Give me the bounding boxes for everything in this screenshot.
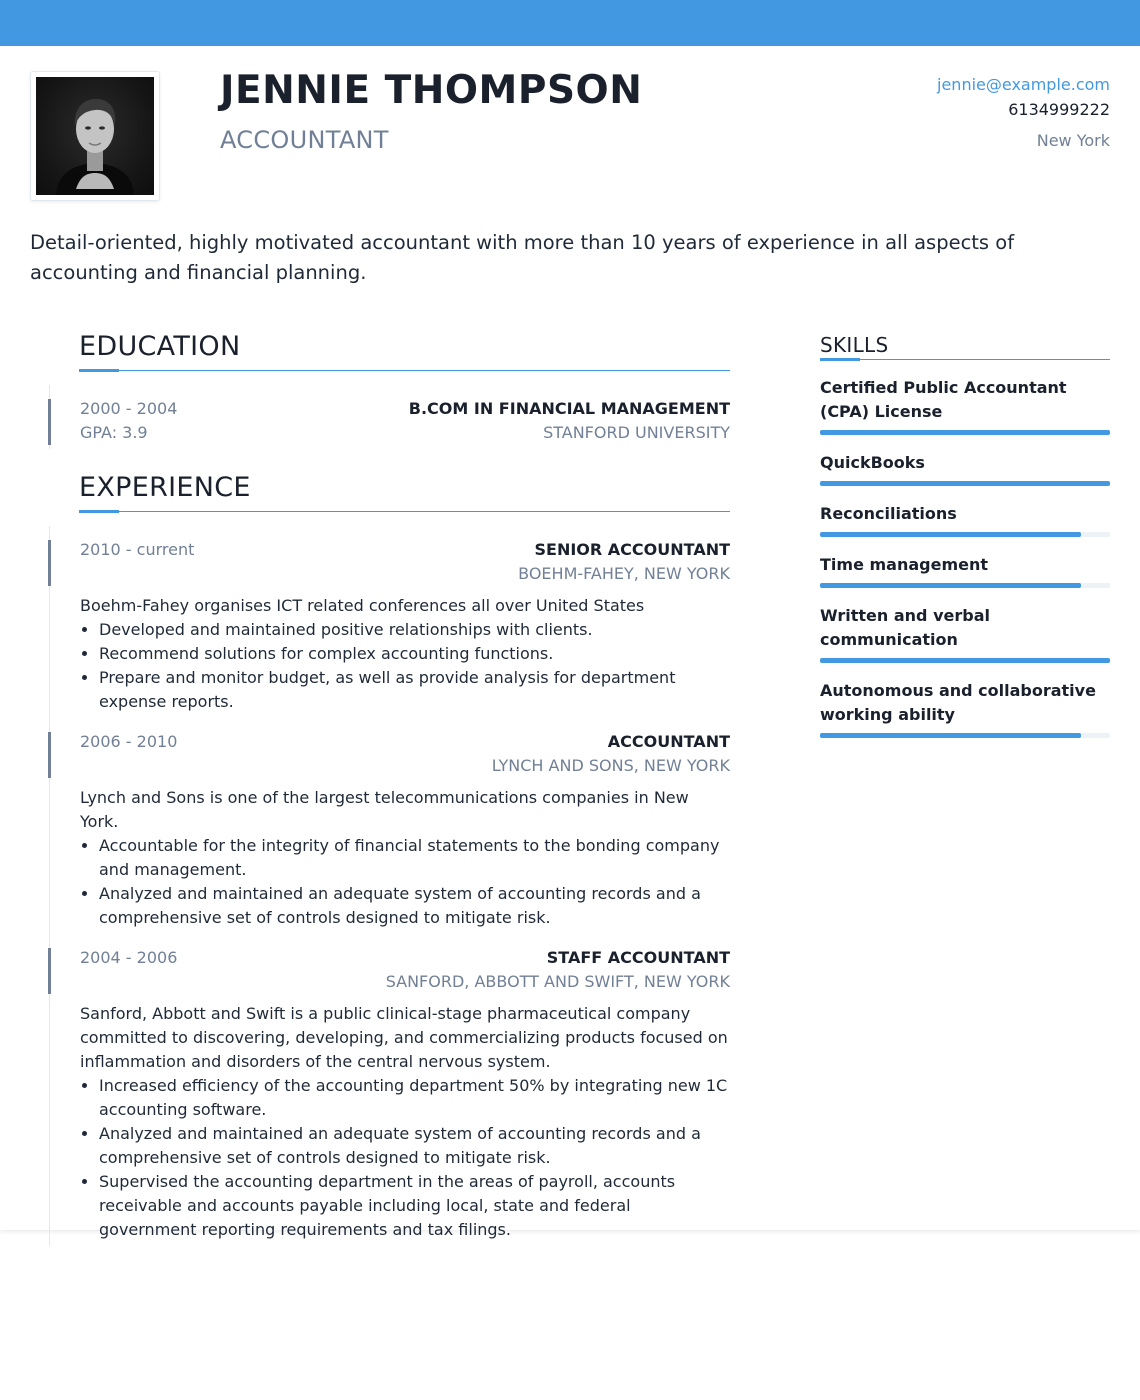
- skill-name: Reconciliations: [820, 504, 957, 523]
- experience-bullets: [80, 834, 730, 930]
- skill-level-fill: [820, 430, 1110, 435]
- resume-page: [0, 46, 1140, 1239]
- phone-number: 6134999222: [1008, 100, 1110, 119]
- list-item: • Recommend solutions for complex accounting functions.: [99, 642, 730, 666]
- main-column: [49, 332, 730, 1246]
- list-item: • Increased efficiency of the accounting department 50% by integrating new 1C accounting software.: [99, 1074, 730, 1122]
- experience-role: SENIOR ACCOUNTANT: [534, 540, 730, 559]
- skill-name: QuickBooks: [820, 453, 925, 472]
- skill-item: [820, 604, 1110, 663]
- experience-bullets: [80, 618, 730, 714]
- location: New York: [1036, 131, 1110, 150]
- list-item: • Developed and maintained positive relationships with clients.: [99, 618, 730, 642]
- entry-header: [80, 538, 730, 586]
- education-degree: B.COM IN FINANCIAL MANAGEMENT: [408, 399, 730, 418]
- contact-block: [937, 72, 1110, 153]
- skill-level-fill: [820, 583, 1081, 588]
- experience-org: LYNCH AND SONS, NEW YORK: [491, 756, 730, 775]
- skill-level-fill: [820, 481, 1110, 486]
- skills-heading-text: SKILLS: [820, 333, 889, 357]
- experience-entry: [50, 526, 730, 714]
- skill-name: Autonomous and collaborative working ability: [820, 681, 1096, 724]
- entry-marker: [48, 540, 51, 586]
- entry-marker: [48, 948, 51, 994]
- experience-bullets: [80, 1074, 730, 1242]
- experience-org: BOEHM-FAHEY, NEW YORK: [518, 564, 730, 583]
- skill-item: [820, 553, 1110, 588]
- skill-item: [820, 502, 1110, 537]
- experience-dates: 2010 - current: [80, 540, 195, 559]
- top-accent-bar: [0, 0, 1140, 46]
- experience-description: Boehm-Fahey organises ICT related conferences all over United States: [80, 596, 645, 615]
- list-item: • Supervised the accounting department in the areas of payroll, accounts receivable and accounts payable including local, state and federal government reporting requirements and tax filings.: [99, 1170, 730, 1242]
- skill-level-fill: [820, 658, 1110, 663]
- experience-body: [80, 786, 730, 930]
- heading-accent: [79, 510, 119, 513]
- skill-name: Time management: [820, 555, 989, 574]
- skill-name: Written and verbal communication: [820, 606, 990, 649]
- education-school: STANFORD UNIVERSITY: [543, 423, 730, 442]
- entry-header: [80, 730, 730, 778]
- skill-level-fill: [820, 532, 1081, 537]
- experience-entry: [50, 930, 730, 1242]
- profile-photo: [36, 77, 154, 195]
- skill-level-track: [820, 532, 1110, 537]
- skill-level-fill: [820, 733, 1081, 738]
- skill-level-track: [820, 583, 1110, 588]
- experience-timeline: [49, 526, 730, 1246]
- experience-role: ACCOUNTANT: [607, 732, 730, 751]
- candidate-name: JENNIE THOMPSON: [220, 68, 643, 113]
- experience-org: SANFORD, ABBOTT AND SWIFT, NEW YORK: [385, 972, 730, 991]
- portrait-image: [36, 77, 154, 195]
- list-item: • Analyzed and maintained an adequate system of accounting records and a comprehensive set of controls designed to mitigate risk.: [99, 1122, 730, 1170]
- skill-item: [820, 376, 1110, 435]
- skills-heading: [820, 334, 1110, 360]
- education-heading-text: EDUCATION: [79, 331, 241, 362]
- entry-header: [80, 397, 730, 445]
- list-item: • Analyzed and maintained an adequate system of accounting records and a comprehensive set of controls designed to mitigate risk.: [99, 882, 730, 930]
- experience-dates: 2006 - 2010: [80, 732, 178, 751]
- candidate-role: ACCOUNTANT: [220, 126, 389, 154]
- skill-item: [820, 679, 1110, 738]
- education-dates: 2000 - 2004: [80, 399, 178, 418]
- summary-text: Detail-oriented, highly motivated accountant with more than 10 years of experience in all aspects of accounting and financial planning.: [30, 231, 1015, 284]
- skill-item: [820, 451, 1110, 486]
- skill-level-track: [820, 481, 1110, 486]
- skill-name: Certified Public Accountant (CPA) License: [820, 378, 1067, 421]
- list-item: • Prepare and monitor budget, as well as provide analysis for department expense reports.: [99, 666, 730, 714]
- list-item: • Accountable for the integrity of financial statements to the bonding company and management.: [99, 834, 730, 882]
- skill-level-track: [820, 658, 1110, 663]
- experience-heading: [79, 473, 730, 512]
- heading-accent: [820, 358, 860, 361]
- experience-body: [80, 1002, 730, 1242]
- education-gpa: GPA: 3.9: [80, 423, 148, 442]
- entry-marker: [48, 732, 51, 778]
- heading-accent: [79, 369, 119, 372]
- experience-heading-text: EXPERIENCE: [79, 472, 251, 503]
- experience-dates: 2004 - 2006: [80, 948, 178, 967]
- skills-sidebar: [820, 334, 1110, 738]
- skill-level-track: [820, 733, 1110, 738]
- experience-role: STAFF ACCOUNTANT: [546, 948, 730, 967]
- education-heading: [79, 332, 730, 371]
- experience-body: [80, 594, 730, 714]
- education-entry: [50, 385, 730, 449]
- email-link[interactable]: jennie@example.com: [937, 75, 1110, 94]
- experience-description: Lynch and Sons is one of the largest telecommunications companies in New York.: [80, 788, 689, 831]
- skills-list: [820, 376, 1110, 738]
- entry-marker: [48, 399, 51, 445]
- entry-header: [80, 946, 730, 994]
- experience-description: Sanford, Abbott and Swift is a public clinical-stage pharmaceutical company committed to discovering, developing, and commercializing products focused on inflammation and disorders of the central nervous system.: [80, 1004, 728, 1071]
- experience-entry: [50, 714, 730, 930]
- skill-level-track: [820, 430, 1110, 435]
- education-timeline: [49, 385, 730, 449]
- profile-photo-frame: [30, 71, 160, 201]
